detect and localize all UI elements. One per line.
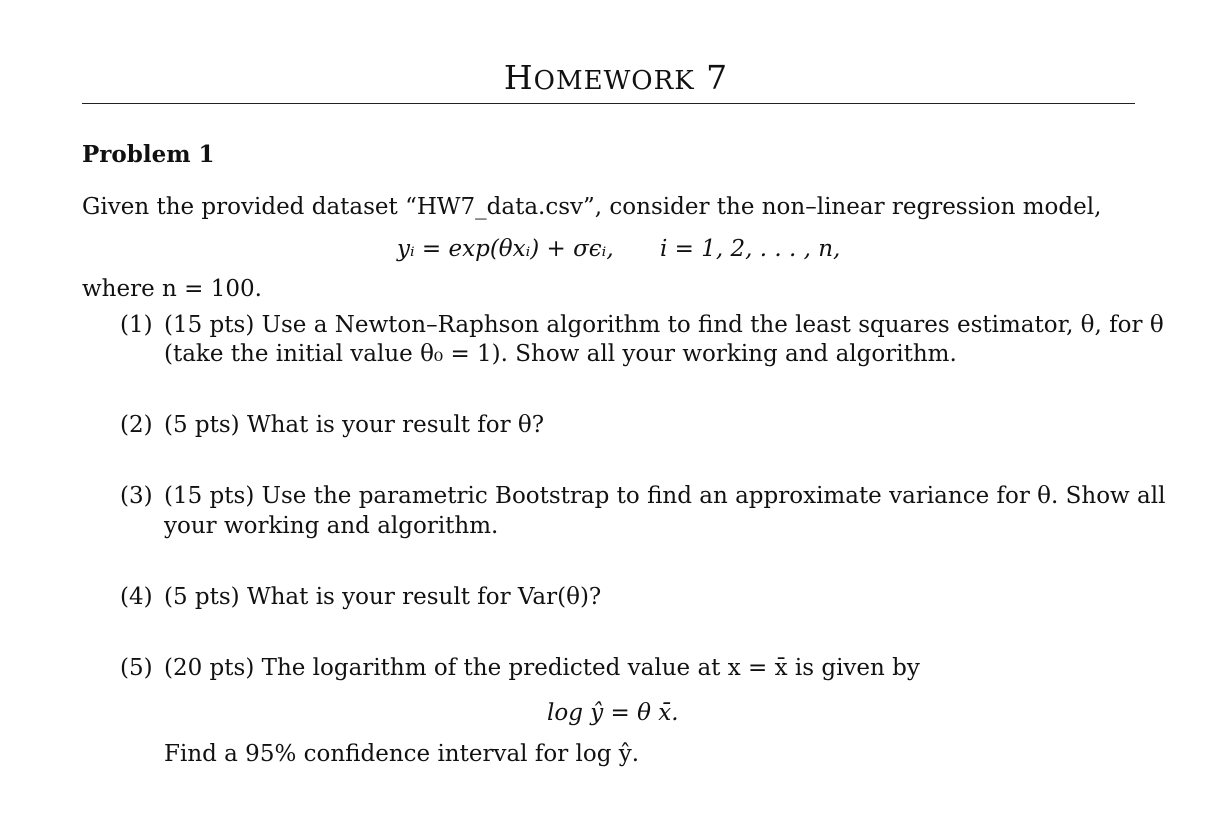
- part-5-equation: log ŷ = θ x̄.: [547, 700, 679, 726]
- part-1-line2: (take the initial value θ₀ = 1). Show all your working and algorithm.: [164, 341, 957, 367]
- model-index: i = 1, 2, . . . , n,: [660, 236, 841, 262]
- part-3-line1: (15 pts) Use the parametric Bootstrap to find an approximate variance for θ. Show all: [164, 483, 1166, 509]
- part-5-line2: Find a 95% confidence interval for log ŷ.: [164, 741, 640, 767]
- where-text: where n = 100.: [82, 276, 262, 302]
- part-4-line1: (5 pts) What is your result for Var(θ)?: [164, 584, 602, 610]
- problem-intro: Given the provided dataset “HW7_data.csv”, consider the non–linear regression model,: [82, 194, 1102, 220]
- part-3-line2: your working and algorithm.: [164, 513, 499, 539]
- part-5-line1: (20 pts) The logarithm of the predicted value at x = x̄ is given by: [164, 655, 920, 681]
- page-title: HOMEWORK 7: [503, 58, 729, 97]
- part-3: (3) (15 pts) Use the parametric Bootstrap to find an approximate variance for θ. Show all: [120, 483, 1166, 509]
- part-1-line1: (15 pts) Use a Newton–Raphson algorithm to find the least squares estimator, θ, for θ: [164, 312, 1164, 338]
- part-4: (4) (5 pts) What is your result for Var(θ)?: [120, 584, 602, 610]
- title-rule: [82, 103, 1135, 104]
- model-equation: yᵢ = exp(θxᵢ) + σϵᵢ,: [397, 236, 614, 262]
- part-2-line1: (5 pts) What is your result for θ?: [164, 412, 545, 438]
- part-1: (1) (15 pts) Use a Newton–Raphson algorithm to find the least squares estimator, θ, for θ: [120, 312, 1164, 338]
- part-5: (5) (20 pts) The logarithm of the predicted value at x = x̄ is given by: [120, 655, 920, 681]
- part-2: (2) (5 pts) What is your result for θ?: [120, 412, 545, 438]
- problem-heading: Problem 1: [82, 141, 215, 168]
